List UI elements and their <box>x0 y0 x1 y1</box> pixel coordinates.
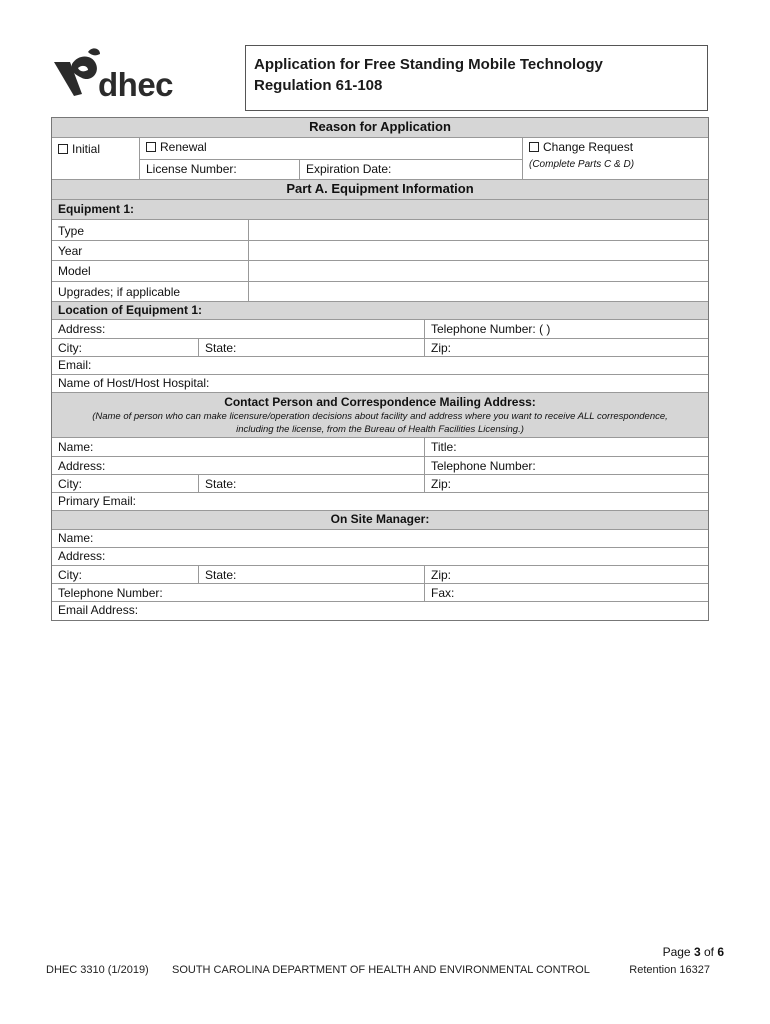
manager-address-row[interactable] <box>52 547 708 565</box>
renewal-label: Renewal <box>160 140 207 154</box>
expiration-date-label: Expiration Date: <box>306 162 392 176</box>
contact-note: (Name of person who can make licensure/operation decisions about facility and address where you want to receive ALL correspondence, including the license, from the Bureau of Health Facilities Licensing.) <box>92 411 668 435</box>
contact-email-row[interactable] <box>52 492 708 510</box>
location-telephone-field[interactable] <box>424 320 708 338</box>
contact-email-label: Primary Email: <box>58 494 137 508</box>
contact-name-row <box>52 437 708 456</box>
manager-email-label: Email Address: <box>58 603 139 617</box>
reason-options-row <box>52 137 708 179</box>
retention-number: Retention 16327 <box>629 964 710 976</box>
renewal-option[interactable] <box>139 138 522 159</box>
location-address-field[interactable] <box>52 320 424 338</box>
change-request-note: (Complete Parts C & D) <box>529 159 635 170</box>
location-address-row <box>52 319 708 338</box>
manager-header-row <box>52 510 708 529</box>
manager-telephone-label: Telephone Number: <box>58 586 163 600</box>
equipment-type-row <box>52 219 708 240</box>
license-number-label: License Number: <box>146 162 237 176</box>
model-label: Model <box>58 264 91 278</box>
logo-wordmark: dhec <box>98 66 174 103</box>
equipment-upgrades-row <box>52 281 708 301</box>
contact-city-row <box>52 474 708 492</box>
contact-state-label: State: <box>205 477 237 491</box>
contact-city-field[interactable] <box>52 475 198 492</box>
contact-title-label: Title: <box>431 440 457 454</box>
page-of: of <box>700 945 718 959</box>
upgrades-input[interactable] <box>248 282 708 301</box>
equipment-1-row <box>52 199 708 219</box>
page-prefix: Page <box>662 945 694 959</box>
location-telephone-label: Telephone Number: ( ) <box>431 322 551 336</box>
contact-zip-label: Zip: <box>431 477 452 491</box>
contact-city-label: City: <box>58 477 82 491</box>
form-title-box <box>245 45 708 111</box>
equipment-year-row <box>52 240 708 260</box>
type-input[interactable] <box>248 220 708 240</box>
form-id: DHEC 3310 (1/2019) <box>46 964 149 976</box>
contact-address-row <box>52 456 708 474</box>
location-state-label: State: <box>205 341 237 355</box>
part-a-header-row <box>52 179 708 199</box>
equipment-model-row <box>52 260 708 281</box>
manager-fax-field[interactable] <box>424 584 708 601</box>
location-email-row[interactable] <box>52 356 708 374</box>
contact-zip-field[interactable] <box>424 475 708 492</box>
expiration-date-field[interactable] <box>299 159 522 180</box>
change-request-label: Change Request <box>543 140 634 154</box>
form-title: Application for Free Standing Mobile Technology <box>254 56 603 73</box>
reason-header: Reason for Application <box>309 119 451 134</box>
manager-city-row <box>52 565 708 583</box>
contact-name-label: Name: <box>58 440 94 454</box>
manager-city-label: City: <box>58 568 82 582</box>
location-host-row[interactable] <box>52 374 708 392</box>
contact-address-field[interactable] <box>52 457 424 474</box>
contact-header-row <box>52 392 708 437</box>
page-total: 6 <box>717 945 724 959</box>
year-input[interactable] <box>248 241 708 260</box>
initial-label: Initial <box>72 142 101 156</box>
dhec-logo <box>52 48 192 108</box>
contact-name-field[interactable] <box>52 438 424 456</box>
type-label: Type <box>58 224 85 238</box>
form-regulation: Regulation 61-108 <box>254 77 383 94</box>
location-state-field[interactable] <box>198 339 424 356</box>
change-request-option[interactable] <box>522 138 708 179</box>
agency-name: SOUTH CAROLINA DEPARTMENT OF HEALTH AND ENVIRONMENTAL CONTROL <box>172 964 590 976</box>
manager-city-field[interactable] <box>52 566 198 583</box>
contact-address-label: Address: <box>58 459 106 473</box>
initial-checkbox[interactable] <box>58 144 68 154</box>
year-label: Year <box>58 244 83 258</box>
manager-telephone-row <box>52 583 708 601</box>
contact-header: Contact Person and Correspondence Mailing Address: <box>224 395 536 409</box>
location-zip-field[interactable] <box>424 339 708 356</box>
manager-name-row[interactable] <box>52 529 708 547</box>
equipment-1-label: Equipment 1: <box>58 202 135 216</box>
part-a-header: Part A. Equipment Information <box>286 181 474 196</box>
reason-header-row <box>52 118 708 137</box>
license-number-field[interactable] <box>139 159 299 180</box>
change-request-checkbox[interactable] <box>529 142 539 152</box>
manager-state-field[interactable] <box>198 566 424 583</box>
location-city-label: City: <box>58 341 82 355</box>
manager-telephone-field[interactable] <box>52 584 424 601</box>
host-hospital-label: Name of Host/Host Hospital: <box>58 376 210 390</box>
page-current: 3 <box>693 945 701 959</box>
upgrades-label: Upgrades; if applicable <box>58 285 181 299</box>
contact-telephone-field[interactable] <box>424 457 708 474</box>
manager-state-label: State: <box>205 568 237 582</box>
manager-zip-label: Zip: <box>431 568 452 582</box>
manager-zip-field[interactable] <box>424 566 708 583</box>
location-city-field[interactable] <box>52 339 198 356</box>
page-number <box>663 945 724 959</box>
location-header: Location of Equipment 1: <box>58 303 202 317</box>
location-header-row <box>52 301 708 319</box>
model-input[interactable] <box>248 261 708 281</box>
initial-option[interactable] <box>52 140 139 179</box>
manager-email-row[interactable] <box>52 601 708 620</box>
manager-header: On Site Manager: <box>330 512 430 526</box>
location-address-label: Address: <box>58 322 106 336</box>
contact-title-field[interactable] <box>424 438 708 456</box>
manager-fax-label: Fax: <box>431 586 455 600</box>
location-city-row <box>52 338 708 356</box>
contact-state-field[interactable] <box>198 475 424 492</box>
manager-name-label: Name: <box>58 531 94 545</box>
renewal-checkbox[interactable] <box>146 142 156 152</box>
contact-telephone-label: Telephone Number: <box>431 459 536 473</box>
location-email-label: Email: <box>58 358 92 372</box>
application-form <box>51 117 709 621</box>
location-zip-label: Zip: <box>431 341 452 355</box>
manager-address-label: Address: <box>58 549 106 563</box>
